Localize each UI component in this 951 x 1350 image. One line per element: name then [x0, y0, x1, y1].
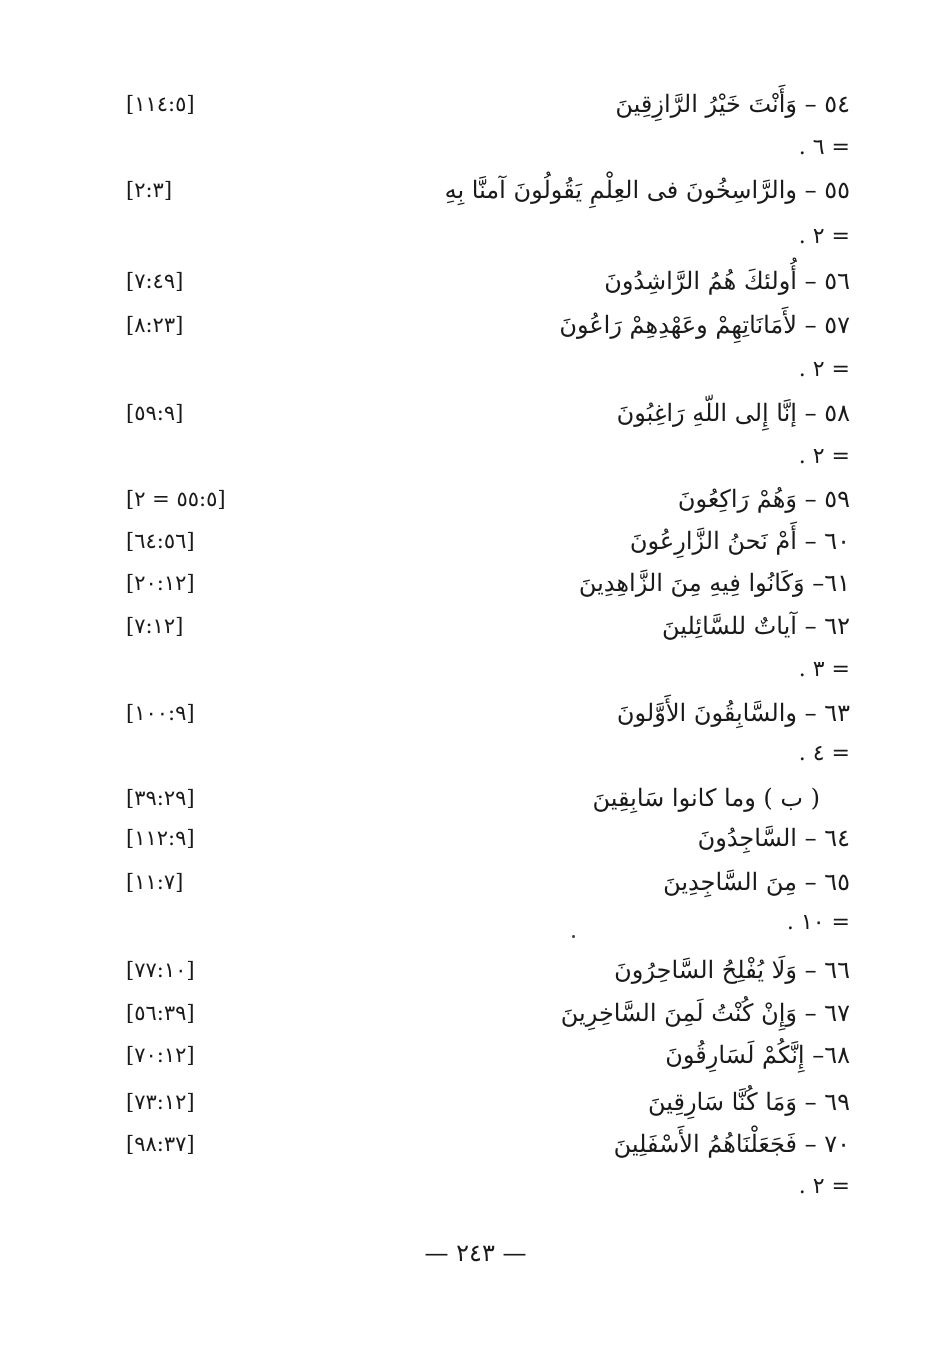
entry-text: ٦٤ – السَّاجِدُونَ — [697, 824, 850, 852]
tally-text: = ١٠ . — [786, 910, 850, 935]
entry-58 — [110, 393, 850, 433]
tally-text: = ٦ . — [798, 135, 850, 160]
entry-57 — [110, 305, 850, 345]
entry-62 — [110, 606, 850, 646]
tally-text: = ٢ . — [798, 224, 850, 249]
tally-text: = ٢ . — [798, 357, 850, 382]
entry-55 — [110, 170, 850, 210]
entry-text: ٥٤ – وَأَنْتَ خَيْرُ الرَّازِقِينَ — [615, 90, 850, 118]
entry-reference: [١٠٠:٩] — [126, 701, 195, 725]
entry-63 — [110, 693, 850, 733]
entry-reference: [١١:٧] — [126, 870, 184, 894]
entry-text: ٦٨– إِنَّكُمْ لَسَارِقُونَ — [665, 1041, 850, 1069]
tally-text: = ٤ . — [798, 741, 850, 766]
entry-reference: [٧٧:١٠] — [126, 958, 195, 982]
tally-text: = ٢ . — [798, 1174, 850, 1199]
entry-reference: [٧٠:١٢] — [126, 1043, 195, 1067]
entry-text: ٧٠ – فَجَعَلْنَاهُمُ الأَسْفَلِينَ — [613, 1130, 850, 1158]
tally-line — [110, 217, 850, 257]
entry-59 — [110, 479, 850, 519]
entry-text: ٦٠ – أَمْ نَحنُ الزَّارِعُونَ — [629, 527, 850, 555]
tally-line — [110, 437, 850, 477]
entry-64 — [110, 818, 850, 858]
tally-line — [110, 350, 850, 390]
tally-text: = ٣ . — [798, 657, 850, 682]
entry-70 — [110, 1124, 850, 1164]
entry-text: ٦٥ – مِنَ السَّاجِدِينَ — [663, 868, 850, 896]
entry-reference: [٢٠:١٢] — [126, 571, 195, 595]
entry-67 — [110, 993, 850, 1033]
entry-reference: [٥٦:٣٩] — [126, 1001, 195, 1025]
entry-text: ( ب ) وما كانوا سَابِقِينَ — [592, 784, 820, 812]
entry-text: ٦٣ – والسَّابِقُونَ الأَوَّلونَ — [616, 699, 850, 727]
entry-69 — [110, 1082, 850, 1122]
entry-reference: [٦٤:٥٦] — [126, 529, 195, 553]
entry-text: ٥٩ – وَهُمْ رَاكِعُونَ — [677, 485, 850, 513]
tally-text: = ٢ . — [798, 444, 850, 469]
entry-reference: [٧:٤٩] — [126, 269, 184, 293]
entry-reference: [٧٣:١٢] — [126, 1090, 195, 1114]
entry-text: ٦١– وَكَانُوا فِيهِ مِنَ الزَّاهِدِينَ — [578, 569, 850, 597]
entry-text: ٥٦ – أُولئكَ هُمُ الرَّاشِدُونَ — [604, 267, 850, 295]
page-number: — ٢٤٣ — — [424, 1239, 527, 1267]
entry-reference: [٧:١٢] — [126, 614, 184, 638]
entry-61 — [110, 563, 850, 603]
tally-line — [110, 650, 850, 690]
entry-60 — [110, 521, 850, 561]
entry-text: ٦٧ – وَإِنْ كُنْتُ لَمِنَ السَّاخِرِينَ — [560, 999, 850, 1027]
entry-reference: [٥٥:٥ = ٢] — [126, 487, 226, 511]
tally-line — [110, 128, 850, 168]
entry-reference: [٣٩:٢٩] — [126, 786, 195, 810]
tally-line — [110, 1167, 850, 1207]
entry-reference: [٨:٢٣] — [126, 313, 184, 337]
entry-text: ٥٥ – والرَّاسِخُونَ فى العِلْمِ يَقُولُونَ آمنَّا بِهِ — [444, 176, 850, 204]
entry-56 — [110, 261, 850, 301]
entry-text: ٥٧ – لأَمَانَاتِهِمْ وعَهْدِهِمْ رَاعُونَ — [559, 311, 850, 339]
entry-text: ٦٦ – وَلَا يُفْلِحُ السَّاحِرُونَ — [614, 956, 850, 984]
entry-reference: [٥٩:٩] — [126, 401, 184, 425]
tally-line — [110, 903, 850, 943]
entry-text: ٦٩ – وَمَا كُنَّا سَارِقِينَ — [647, 1088, 850, 1116]
entry-54 — [110, 84, 850, 124]
entry-reference: [٢:٣] — [126, 178, 173, 202]
entry-65 — [110, 862, 850, 902]
entry-reference: [١١٤:٥] — [126, 92, 195, 116]
entry-66 — [110, 950, 850, 990]
entry-text: ٦٢ – آياتٌ للسَّائِلينَ — [661, 612, 850, 640]
entry-reference: [٩٨:٣٧] — [126, 1132, 195, 1156]
entry-text: ٥٨ – إنَّا إِلى اللّهِ رَاغِبُونَ — [616, 399, 850, 427]
tally-line — [110, 734, 850, 774]
entry-63b — [110, 778, 850, 818]
entry-reference: [١١٢:٩] — [126, 826, 195, 850]
entry-68 — [110, 1035, 850, 1075]
print-speck — [572, 935, 575, 938]
